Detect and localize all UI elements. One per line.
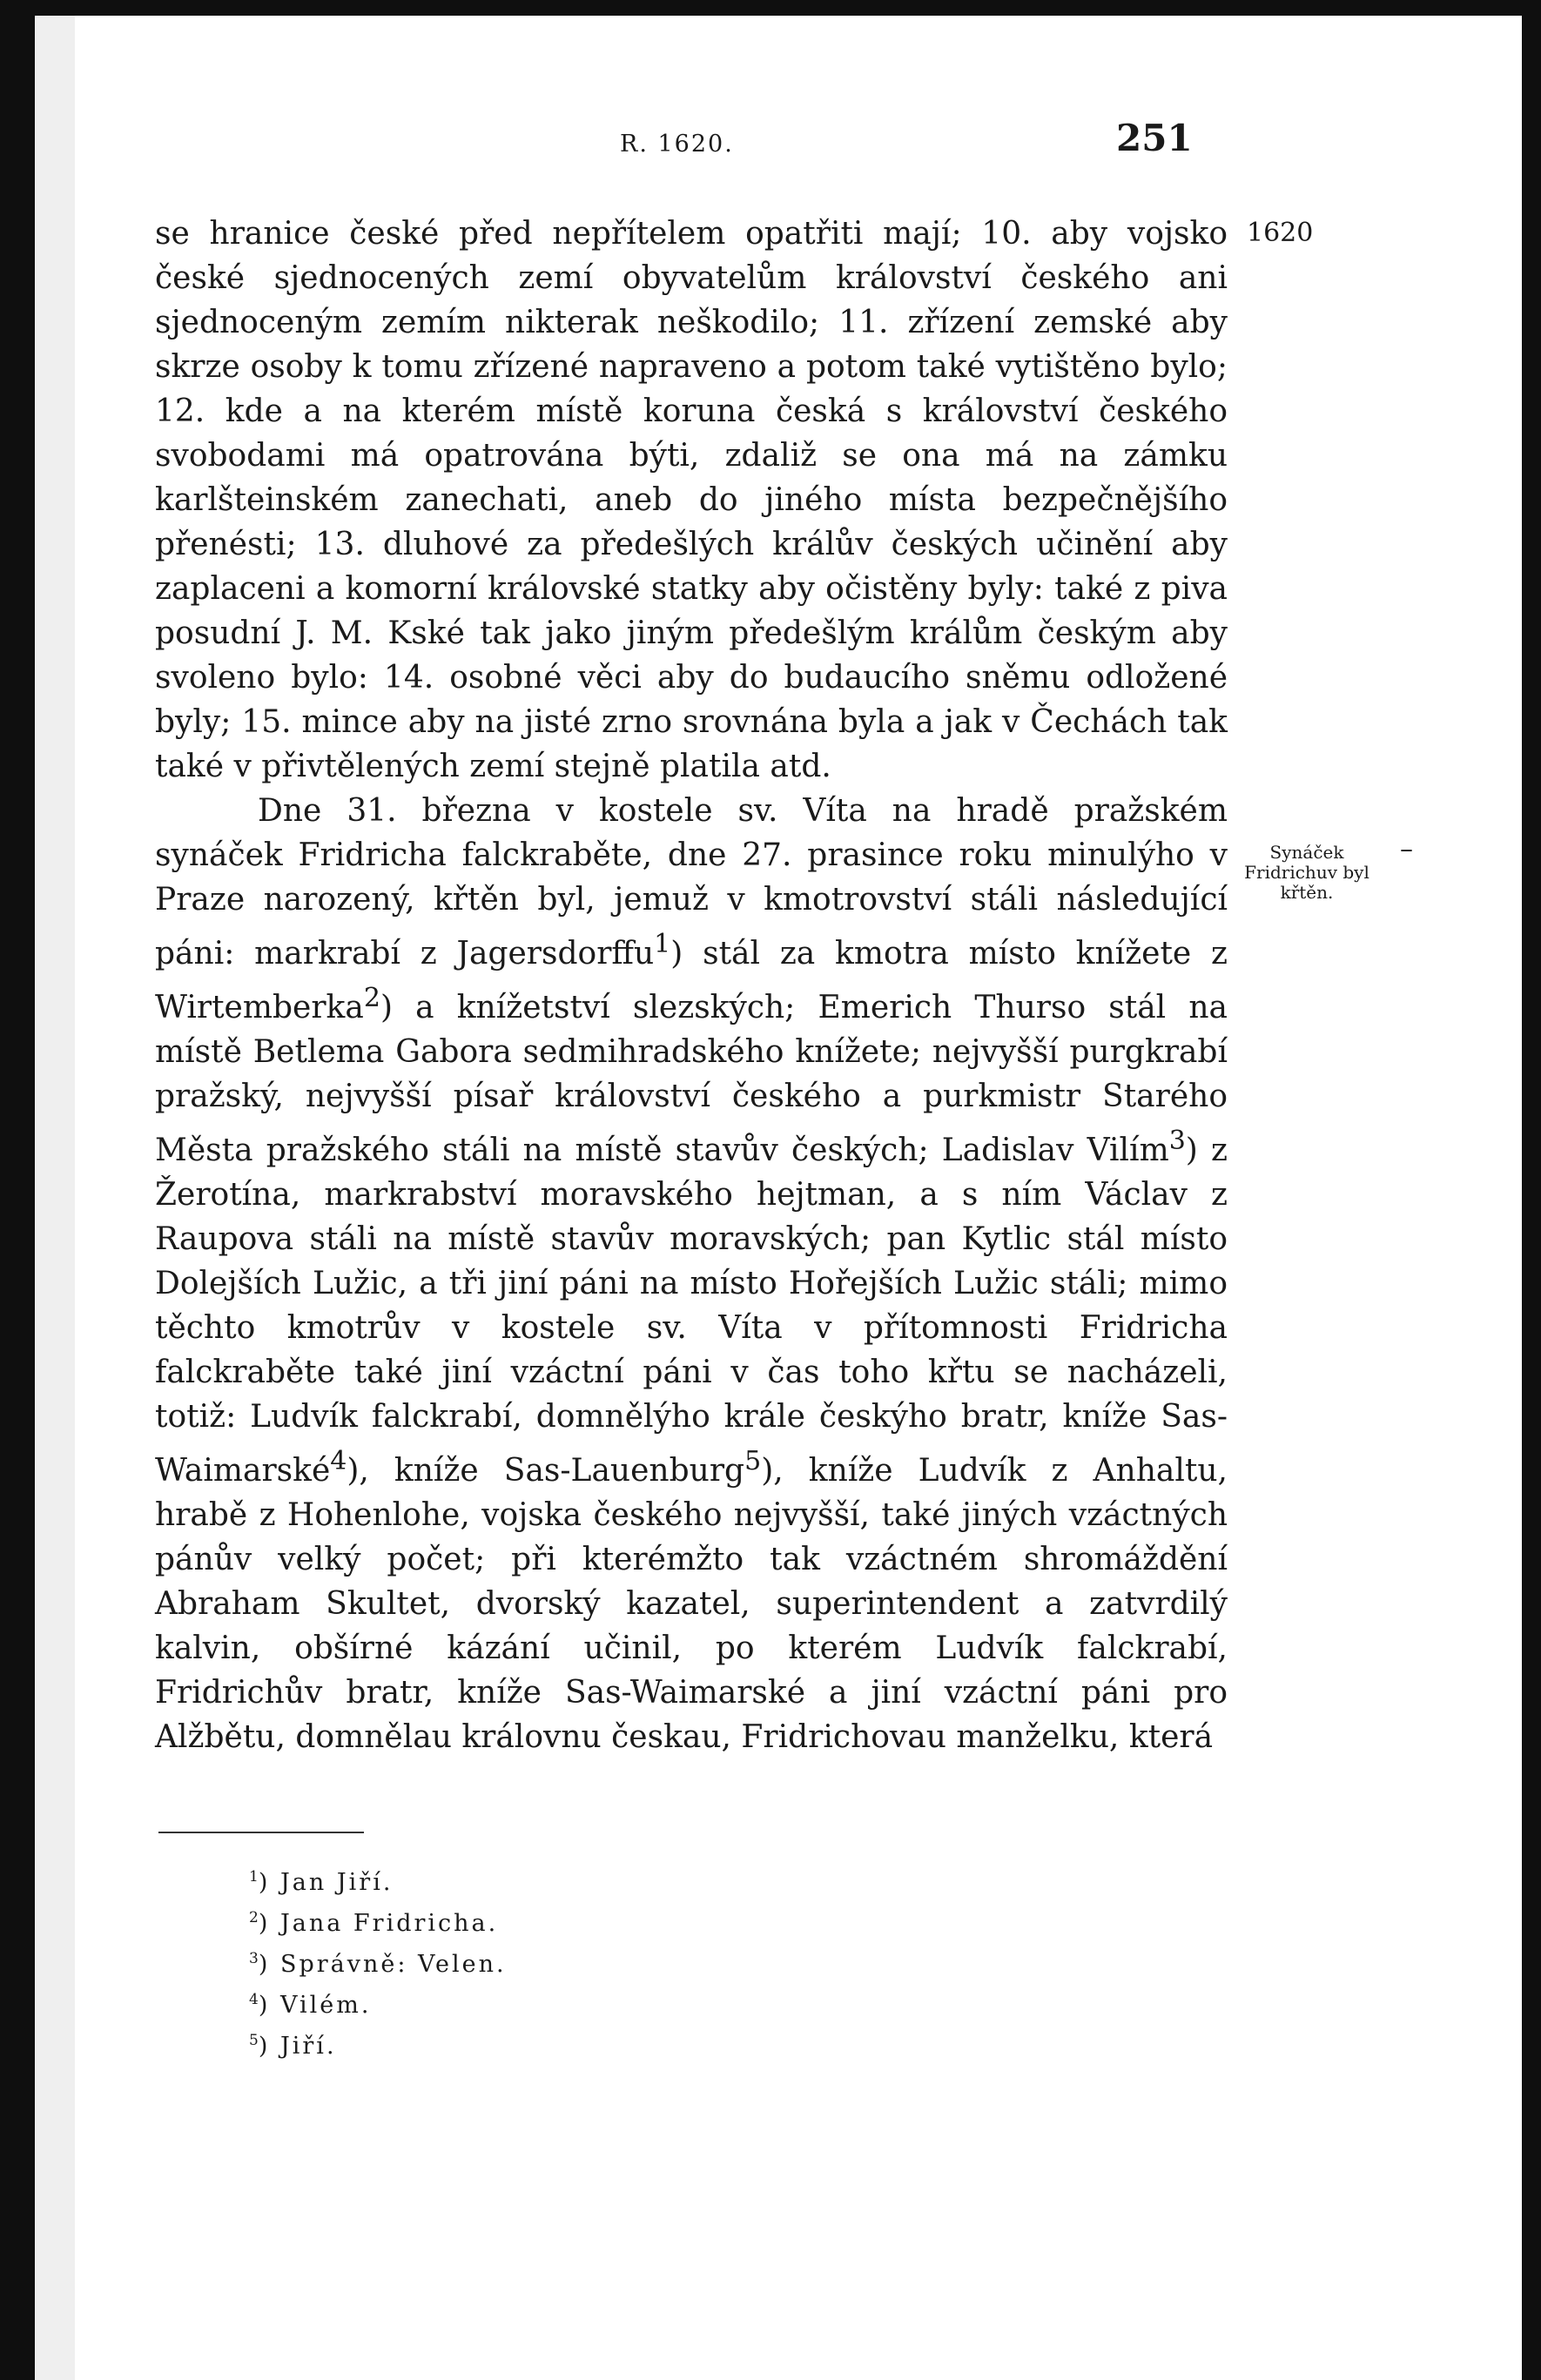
footnote-text: ) Vilém. — [258, 1992, 372, 2019]
footnote-mark: 1 — [249, 1868, 259, 1886]
footnote-ref: 3 — [1168, 1126, 1186, 1156]
body-text — [155, 212, 1228, 1759]
footnote-ref: 5 — [744, 1446, 762, 1476]
footnote-text: ) Správně: Velen. — [258, 1951, 507, 1978]
footnote-ref: 2 — [363, 983, 380, 1013]
text-run: ) z Žerotína, markrabství moravského hejtman, a s ním Václav z Raupova stáli na místě stavův moravských; pan Kytlic stál místo Dolejších Lužic, a tři jiní páni na místo Hořejších Lužic stáli; mimo těchto kmotrův v kostele sv. Víta v přítomnosti Fridricha falckraběte také jiní vzáctní páni v čas toho křtu se nacházeli, totiž: Ludvík falckrabí, domnělýho krále českýho bratr, kníže Sas-Waimarské — [155, 1133, 1228, 1489]
text-run: Dne 31. března v kostele sv. Víta na hradě pražském synáček Fridricha falckraběte, dne 27. prasince roku minulýho v Praze narozený, křtěn byl, jemuž v kmotrovství stáli následující páni: markrabí z Jagersdorffu — [155, 793, 1228, 971]
footnote-text: ) Jan Jiří. — [258, 1869, 394, 1896]
footnote-mark: 4 — [249, 1991, 259, 2008]
scan-border-right — [1522, 0, 1541, 2380]
footnote-ref: 1 — [654, 929, 671, 959]
page-number: 251 — [1116, 117, 1193, 159]
text-run: ) stál za kmotra místo knížete z Wirtemberka — [155, 936, 1228, 1025]
footnote — [249, 1900, 507, 1941]
footnote-ref: 4 — [330, 1446, 347, 1476]
footnote — [249, 2023, 507, 2064]
footnotes — [249, 1859, 507, 2064]
margin-note: Synáček Fridrichuv byl křtěn. — [1244, 842, 1369, 903]
footnote-mark: 2 — [249, 1909, 259, 1926]
scan-border-left — [0, 0, 35, 2380]
footnote-separator — [158, 1832, 364, 1833]
paragraph — [155, 789, 1228, 1759]
footnote-text: ) Jiří. — [258, 2033, 337, 2060]
scan-border-left-shade — [35, 16, 75, 2380]
text-run: ) a knížetství slezských; Emerich Thurso stál na místě Betlema Gabora sedmihradského knížete; nejvyšší purgkrabí pražský, nejvyšší písař království českého a purkmistr Starého Města pražského stáli na místě stavův českých; Ladislav Vilím — [155, 990, 1228, 1168]
paragraph: se hranice české před nepřítelem opatřiti mají; 10. aby vojsko české sjednocených zemí obyvatelům království českého ani sjednoceným zemím nikterak neškodilo; 11. zřízení zemské aby skrze osoby k tomu zřízené napraveno a potom také vytištěno bylo; 12. kde a na kterém místě koruna česká s království českého svobodami má opatrována býti, zdaliž se ona má na zámku karlšteinském zanechati, aneb do jiného místa bezpečnějšího přenésti; 13. dluhové za předešlých králův českých učinění aby zaplaceni a komorní královské statky aby očistěny byly: také z piva posudní J. M. Kské tak jako jiným předešlým králům českým aby svoleno bylo: 14. osobné věci aby do budaucího sněmu odložené byly; 15. mince aby na jisté zrno srovnána byla a jak v Čechách tak také v přivtělených zemí stejně platila atd. — [155, 216, 1228, 784]
footnote — [249, 1941, 507, 1982]
footnote — [249, 1859, 507, 1900]
running-head: R. 1620. — [620, 131, 734, 158]
margin-year: 1620 — [1247, 218, 1314, 248]
footnote-mark: 3 — [249, 1950, 259, 1967]
text-run: ), kníže Sas-Lauenburg — [347, 1453, 745, 1489]
footnote — [249, 1982, 507, 2023]
text-run: ), kníže Ludvík z Anhaltu, hrabě z Hohenlohe, vojska českého nejvyšší, také jiných vzáctných pánův velký počet; při kterémžto tak vzáctném shromáždění Abraham Skultet, dvorský kazatel, superintendent a zatvrdilý kalvin, obšírné kázání učinil, po kterém Ludvík falckrabí, Fridrichův bratr, kníže Sas-Waimarské a jiní vzáctní páni pro Alžbětu, domnělau královnu českau, Fridrichovau manželku, která — [155, 1453, 1228, 1755]
margin-mark: – — [1400, 834, 1413, 864]
footnote-text: ) Jana Fridricha. — [258, 1910, 499, 1937]
scan-border-top — [0, 0, 1541, 16]
footnote-mark: 5 — [249, 2032, 259, 2049]
